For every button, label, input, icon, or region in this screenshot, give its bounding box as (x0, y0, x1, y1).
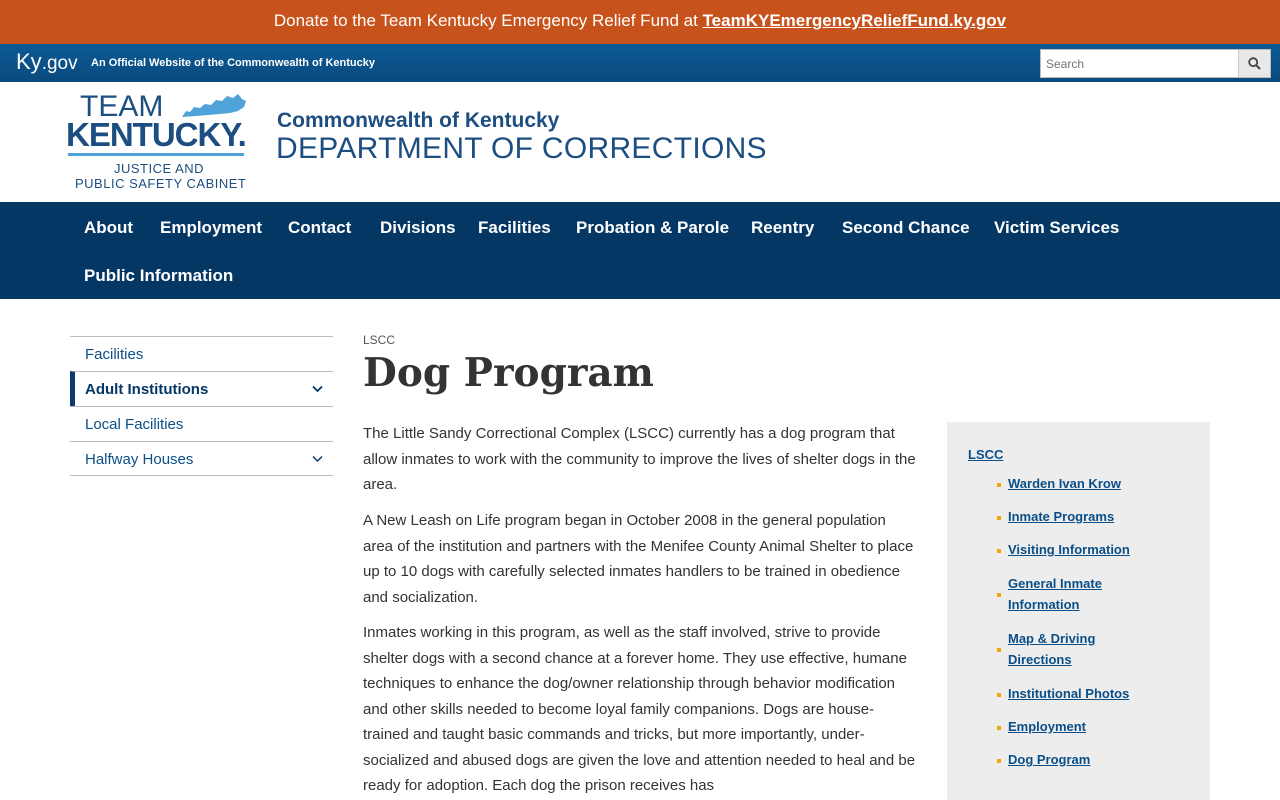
nav-item-reentry[interactable]: Reentry (751, 218, 815, 237)
nav-item-employment[interactable]: Employment (160, 218, 263, 237)
nav-item-public-information[interactable]: Public Information (84, 266, 234, 285)
aside-link-photos[interactable]: Institutional Photos (1008, 686, 1130, 701)
aside-link-inmate-programs[interactable]: Inmate Programs (1008, 509, 1115, 524)
sidenav-item-halfway-houses[interactable] (70, 441, 333, 476)
logo-cabinet-line1: JUSTICE AND (114, 161, 205, 176)
aside-link-map-directions[interactable]: Map & Driving Directions (1008, 631, 1096, 667)
paragraph-intro: The Little Sandy Correctional Complex (LSCC) currently has a dog program that allow inmates to work with the community to improve the lives of shelter dogs in the area. (363, 425, 916, 493)
nav-item-probation-parole[interactable]: Probation & Parole (576, 218, 730, 237)
logo-rule (68, 153, 244, 156)
logo-team-text: TEAM (80, 90, 164, 123)
nav-item-about[interactable]: About (84, 218, 134, 237)
nav-item-victim-services[interactable]: Victim Services (994, 218, 1120, 237)
search-icon (1248, 57, 1261, 70)
aside-link-warden[interactable]: Warden Ivan Krow (1008, 476, 1121, 491)
sidenav-item-local-facilities[interactable] (70, 406, 333, 441)
donate-text: Donate to the Team Kentucky Emergency Relief Fund at (273, 11, 703, 30)
kygov-logo-gov: .gov (41, 53, 78, 74)
donate-banner (0, 0, 1280, 44)
nav-item-contact[interactable]: Contact (288, 218, 352, 237)
aside-link-visiting[interactable]: Visiting Information (1008, 542, 1130, 557)
site-subtitle[interactable]: Commonwealth of Kentucky (277, 109, 560, 132)
kygov-bar (0, 44, 1280, 82)
logo-cabinet-line2: PUBLIC SAFETY CABINET (75, 176, 247, 191)
official-website-tagline: An Official Website of the Commonwealth of Kentucky (91, 57, 375, 69)
nav-item-divisions[interactable]: Divisions (380, 218, 456, 237)
bullet-icon (997, 759, 1001, 763)
nav-item-second-chance[interactable]: Second Chance (842, 218, 970, 237)
search-box (1040, 49, 1271, 78)
nav-item-facilities[interactable]: Facilities (478, 218, 551, 237)
related-links-panel (947, 422, 1210, 800)
breadcrumb[interactable]: LSCC (363, 333, 396, 347)
logo-kentucky-text: KENTUCKY. (66, 116, 246, 153)
bullet-icon (997, 593, 1001, 597)
aside-link-general-info[interactable]: General Inmate Information (1008, 576, 1102, 612)
site-title[interactable]: DEPARTMENT OF CORRECTIONS (276, 132, 767, 165)
team-kentucky-logo[interactable] (66, 90, 258, 194)
chevron-down-icon[interactable] (312, 455, 323, 463)
kygov-logo[interactable] (16, 49, 78, 75)
sidenav-item-label: Local Facilities (85, 416, 184, 433)
sidenav-item-adult-institutions[interactable] (70, 371, 333, 406)
kygov-logo-main: Ky (16, 49, 42, 74)
page-title: Dog Program (363, 350, 654, 396)
bullet-icon (997, 648, 1001, 652)
bullet-icon (997, 693, 1001, 697)
chevron-down-icon[interactable] (312, 385, 323, 393)
site-header (0, 82, 1280, 202)
bullet-icon (997, 483, 1001, 487)
sidenav-item-facilities[interactable] (70, 336, 333, 371)
donate-link[interactable]: TeamKYEmergencyReliefFund.ky.gov (702, 11, 1007, 30)
paragraph-new-leash: A New Leash on Life program began in October 2008 in the general population area of the institution and partners with the Menifee County Animal Shelter to place up to 10 dogs with carefully selected inmates handlers to be trained in obedience and socialization. (363, 512, 914, 606)
bullet-icon (997, 516, 1001, 520)
sidenav-item-label: Halfway Houses (85, 451, 194, 468)
aside-link-dog-program[interactable]: Dog Program (1008, 752, 1091, 767)
sidenav-item-label: Adult Institutions (85, 381, 209, 398)
main-navigation (0, 202, 1280, 299)
search-button[interactable] (1238, 50, 1270, 77)
aside-link-employment[interactable]: Employment (1008, 719, 1087, 734)
search-input[interactable] (1041, 50, 1239, 77)
bullet-icon (997, 726, 1001, 730)
side-navigation (70, 336, 333, 476)
sidenav-item-label: Facilities (85, 346, 144, 363)
paragraph-inmates-working: Inmates working in this program, as well as the staff involved, strive to provide shelter dogs with a second chance at a forever home. They use effective, humane techniques to enhance the dog/owner relationship through behavior modification and other skills needed to become loyal family companions. Dogs are house-trained and taught basic commands and tricks, but more importantly, under-socialized and abused dogs are given the love and attention needed to heal and be ready for adoption. Each dog the prison receives has (363, 624, 916, 794)
bullet-icon (997, 549, 1001, 553)
aside-heading-link[interactable]: LSCC (968, 447, 1004, 462)
